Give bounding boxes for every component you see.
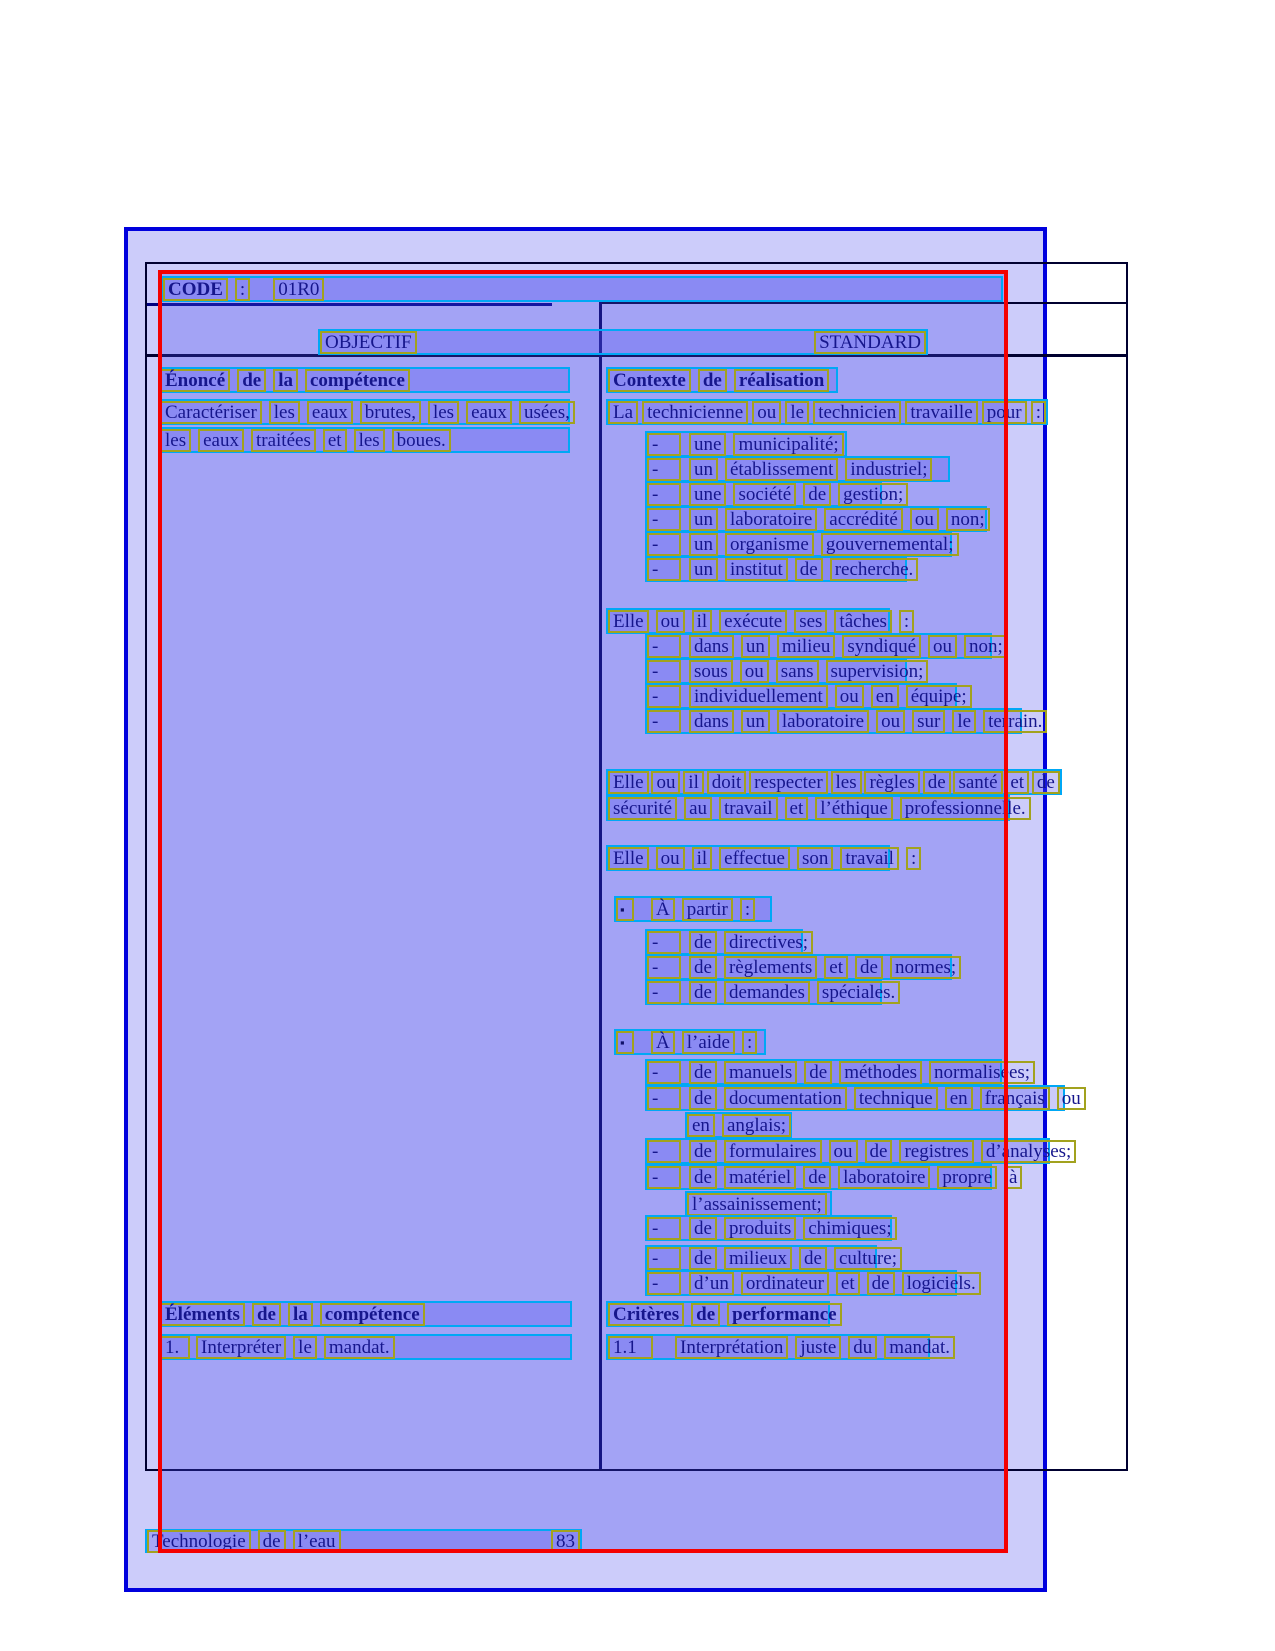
word-box: de <box>689 1217 717 1240</box>
word-box: d’analyses; <box>981 1140 1076 1163</box>
word-box: de <box>689 1247 717 1270</box>
word-box: respecter <box>749 771 828 794</box>
line-item-directives <box>645 929 809 955</box>
word-box: partir <box>682 898 733 921</box>
word-box: - <box>647 508 681 531</box>
word-box: : <box>740 898 755 921</box>
word-box: eaux <box>198 429 244 452</box>
word-box: : <box>1031 401 1046 424</box>
word-box: la <box>273 369 298 392</box>
word-box: ou <box>752 401 781 424</box>
word-box: - <box>647 433 681 456</box>
word-box: il <box>692 610 713 633</box>
word-box: brutes, <box>360 401 421 424</box>
word-box: une <box>689 483 726 506</box>
word-box: il <box>692 847 713 870</box>
word-box: Caractériser <box>160 401 262 424</box>
word-box: ou <box>740 660 769 683</box>
word-box: en <box>687 1114 715 1137</box>
word-box: milieu <box>777 635 836 658</box>
word-box: et <box>836 1272 860 1295</box>
word-box: organisme <box>725 533 814 556</box>
line-effectue-travail <box>606 845 917 871</box>
word-box: propre <box>937 1166 997 1189</box>
word-box: il <box>683 771 704 794</box>
word-box: l’eau <box>293 1530 341 1553</box>
word-box: - <box>647 458 681 481</box>
word-box: municipalité; <box>733 433 843 456</box>
line-item-produits <box>645 1215 892 1241</box>
word-box: de <box>799 1247 827 1270</box>
word-box: les <box>269 401 300 424</box>
word-box: À <box>651 898 675 921</box>
line-item-supervision <box>645 658 924 684</box>
word-box: gestion; <box>838 483 908 506</box>
line-code <box>161 276 1003 302</box>
word-box: les <box>428 401 459 424</box>
word-box: eaux <box>307 401 353 424</box>
word-box: doit <box>707 771 747 794</box>
word-box: et <box>824 956 848 979</box>
word-box: - <box>647 1166 681 1189</box>
line-competence-1 <box>158 399 570 425</box>
word-box: gouvernemental; <box>821 533 959 556</box>
word-box: spéciales. <box>817 981 900 1004</box>
word-box: de <box>923 771 951 794</box>
word-box: - <box>647 1272 681 1295</box>
line-execute-taches <box>606 608 910 634</box>
word-box: de <box>867 1272 895 1295</box>
word-box: ou <box>656 847 685 870</box>
word-box: Elle <box>608 771 649 794</box>
line-item-etablissement <box>645 456 950 482</box>
line-column-headers <box>318 329 928 355</box>
word-box: Éléments <box>160 1303 245 1326</box>
word-box: CODE <box>163 278 228 301</box>
line-item-assainissement <box>685 1191 832 1217</box>
word-box: de <box>865 1140 893 1163</box>
word-box: de <box>258 1530 286 1553</box>
word-box: Elle <box>608 847 649 870</box>
word-box: - <box>647 558 681 581</box>
word-box: sur <box>912 710 945 733</box>
line-a-partir <box>614 896 772 922</box>
word-box: - <box>647 956 681 979</box>
word-box: terrain. <box>983 710 1047 733</box>
word-box: effectue <box>719 847 790 870</box>
word-box: sous <box>689 660 733 683</box>
word-box: : <box>899 610 914 633</box>
word-box: méthodes <box>839 1061 922 1084</box>
word-box: performance <box>727 1303 841 1326</box>
word-box: demandes <box>724 981 810 1004</box>
word-box: sécurité <box>608 797 677 820</box>
line-item-municipalite <box>645 431 847 457</box>
word-box: boues. <box>392 429 451 452</box>
word-box: laboratoire <box>838 1166 930 1189</box>
word-box: mandat. <box>324 1336 395 1359</box>
word-box: réalisation <box>734 369 830 392</box>
word-box: 83 <box>551 1530 580 1553</box>
word-box: le <box>785 401 809 424</box>
word-box: les <box>831 771 862 794</box>
line-item-terrain <box>645 708 1043 734</box>
word-box: Contexte <box>608 369 691 392</box>
word-box: règles <box>864 771 919 794</box>
word-box: STANDARD <box>814 331 926 354</box>
word-box: dans <box>689 710 734 733</box>
word-box: usées, <box>519 401 575 424</box>
word-box: compétence <box>320 1303 425 1326</box>
word-box: ses <box>794 610 827 633</box>
line-element-1 <box>158 1334 572 1360</box>
word-box: - <box>647 635 681 658</box>
word-box: ordinateur <box>741 1272 829 1295</box>
word-box: le <box>293 1336 317 1359</box>
word-box: mandat. <box>884 1336 955 1359</box>
word-box: syndiqué <box>842 635 921 658</box>
word-box: et <box>785 797 809 820</box>
word-box: société <box>733 483 796 506</box>
word-box: de <box>1032 771 1060 794</box>
word-box: : <box>742 1031 757 1054</box>
word-box: de <box>689 981 717 1004</box>
word-box: ▪ <box>616 898 634 921</box>
line-item-demandes <box>645 979 896 1005</box>
word-box: sans <box>776 660 819 683</box>
word-box: juste <box>795 1336 841 1359</box>
word-box: de <box>803 1166 831 1189</box>
word-box: la <box>288 1303 313 1326</box>
word-box: - <box>647 685 681 708</box>
word-box: - <box>647 483 681 506</box>
word-box: l’assainissement; <box>687 1193 827 1216</box>
word-box: de <box>689 1140 717 1163</box>
line-item-formulaires <box>645 1138 1072 1164</box>
word-box: l’aide <box>682 1031 735 1054</box>
word-box: les <box>354 429 385 452</box>
word-box: 1. <box>160 1336 190 1359</box>
word-box: La <box>608 401 638 424</box>
word-box: ou <box>876 710 905 733</box>
word-box: documentation <box>724 1087 847 1110</box>
word-box: : <box>906 847 921 870</box>
word-box: de <box>689 956 717 979</box>
word-box: de <box>689 1061 717 1084</box>
word-box: manuels <box>724 1061 797 1084</box>
line-criteres-heading <box>606 1301 837 1327</box>
word-box: non; <box>964 635 1008 658</box>
word-box: de <box>855 956 883 979</box>
word-box: ou <box>910 508 939 531</box>
line-item-equipe <box>645 683 967 709</box>
word-box: le <box>952 710 976 733</box>
word-box: un <box>689 508 718 531</box>
word-box: de <box>691 1303 720 1326</box>
line-a-laide <box>614 1029 766 1055</box>
word-box: au <box>684 797 712 820</box>
line-critere-1-1 <box>606 1334 950 1360</box>
line-respecter-1 <box>606 769 1062 795</box>
word-box: équipe; <box>906 685 972 708</box>
line-item-materiel <box>645 1164 1018 1190</box>
word-box: supervision; <box>826 660 929 683</box>
word-box: en <box>945 1087 973 1110</box>
word-box: ou <box>829 1140 858 1163</box>
word-box: technicienne <box>642 401 748 424</box>
line-competence-2 <box>158 427 570 453</box>
word-box: un <box>741 635 770 658</box>
word-box: santé <box>953 771 1002 794</box>
line-item-societe <box>645 481 904 507</box>
word-box: de <box>252 1303 281 1326</box>
word-box: À <box>651 1031 675 1054</box>
word-box: son <box>797 847 833 870</box>
word-box: l’éthique <box>815 797 893 820</box>
word-box: travail <box>719 797 778 820</box>
word-box: de <box>803 483 831 506</box>
word-box: Interprétation <box>675 1336 788 1359</box>
word-box: : <box>235 278 250 301</box>
word-box: - <box>647 1140 681 1163</box>
word-box: règlements <box>724 956 817 979</box>
line-item-institut <box>645 556 914 582</box>
word-box: d’un <box>689 1272 734 1295</box>
word-box: recherche. <box>830 558 919 581</box>
word-box: Technologie <box>147 1530 251 1553</box>
word-box: travaille <box>905 401 977 424</box>
word-box: français <box>980 1087 1050 1110</box>
word-box: - <box>647 931 681 954</box>
word-box: logiciels. <box>902 1272 981 1295</box>
word-box: compétence <box>305 369 410 392</box>
word-box: travail <box>840 847 899 870</box>
word-box: exécute <box>719 610 787 633</box>
word-box: de <box>795 558 823 581</box>
word-box: OBJECTIF <box>320 331 417 354</box>
word-box: un <box>689 458 718 481</box>
word-box: ou <box>651 771 680 794</box>
word-box: de <box>237 369 266 392</box>
line-elements-heading <box>158 1301 572 1327</box>
word-box: culture; <box>834 1247 902 1270</box>
line-item-documentation <box>645 1085 1081 1111</box>
word-box: registres <box>899 1140 973 1163</box>
word-box: matériel <box>724 1166 796 1189</box>
line-item-ordinateur <box>645 1270 976 1296</box>
word-box: une <box>689 433 726 456</box>
word-box: laboratoire <box>725 508 817 531</box>
word-box: établissement <box>725 458 838 481</box>
word-box: et <box>1005 771 1029 794</box>
word-box: Énoncé <box>160 369 230 392</box>
word-box: de <box>689 1087 717 1110</box>
line-item-laboratoire <box>645 506 987 532</box>
word-box: un <box>741 710 770 733</box>
word-box: de <box>689 931 717 954</box>
word-box: - <box>647 1217 681 1240</box>
word-box: industriel; <box>845 458 932 481</box>
word-box: - <box>647 1061 681 1084</box>
word-box: de <box>804 1061 832 1084</box>
word-box: non; <box>946 508 990 531</box>
word-box: traitées <box>251 429 316 452</box>
word-box: institut <box>725 558 788 581</box>
word-box: Elle <box>608 610 649 633</box>
word-box: Critères <box>608 1303 684 1326</box>
word-box: tâches <box>834 610 891 633</box>
word-box: milieux <box>724 1247 792 1270</box>
word-box: produits <box>724 1217 796 1240</box>
line-item-milieux <box>645 1245 897 1271</box>
word-box: - <box>647 1087 681 1110</box>
word-box: normes; <box>890 956 961 979</box>
word-box: dans <box>689 635 734 658</box>
word-box: formulaires <box>724 1140 822 1163</box>
word-box: laboratoire <box>777 710 869 733</box>
word-box: ▪ <box>616 1031 634 1054</box>
line-contexte-heading <box>606 367 838 393</box>
word-box: de <box>689 1166 717 1189</box>
word-box: normalisées; <box>929 1061 1035 1084</box>
word-box: accrédité <box>824 508 903 531</box>
line-item-syndique <box>645 633 1003 659</box>
word-box: technique <box>854 1087 938 1110</box>
line-enonce-heading <box>158 367 570 393</box>
word-box: - <box>647 710 681 733</box>
word-box: ou <box>656 610 685 633</box>
word-box: un <box>689 558 718 581</box>
word-box: 01R0 <box>273 278 324 301</box>
line-item-organisme <box>645 531 952 557</box>
word-box: - <box>647 1247 681 1270</box>
line-item-reglements <box>645 954 957 980</box>
line-item-manuels <box>645 1059 1031 1085</box>
word-box: de <box>698 369 727 392</box>
word-box: en <box>871 685 899 708</box>
line-respecter-2 <box>606 795 1026 821</box>
word-box: directives; <box>724 931 813 954</box>
word-box: un <box>689 533 718 556</box>
word-box: chimiques; <box>803 1217 896 1240</box>
word-box: anglais; <box>722 1114 791 1137</box>
word-box: les <box>160 429 191 452</box>
word-box: à <box>1004 1166 1022 1189</box>
line-item-anglais <box>685 1112 792 1138</box>
word-box: ou <box>1057 1087 1086 1110</box>
word-box: - <box>647 981 681 1004</box>
word-box: - <box>647 660 681 683</box>
word-box: eaux <box>466 401 512 424</box>
word-box: 1.1 <box>608 1336 653 1359</box>
word-box: Interpréter <box>196 1336 286 1359</box>
line-travaille-pour <box>606 399 1048 425</box>
word-box: ou <box>928 635 957 658</box>
word-box: individuellement <box>689 685 828 708</box>
word-box: - <box>647 533 681 556</box>
line-footer <box>145 1529 582 1553</box>
word-box: et <box>323 429 347 452</box>
word-box: ou <box>835 685 864 708</box>
word-box: pour <box>982 401 1027 424</box>
word-box: du <box>848 1336 877 1359</box>
word-box: professionnelle. <box>900 797 1031 820</box>
word-box: technicien <box>813 401 901 424</box>
